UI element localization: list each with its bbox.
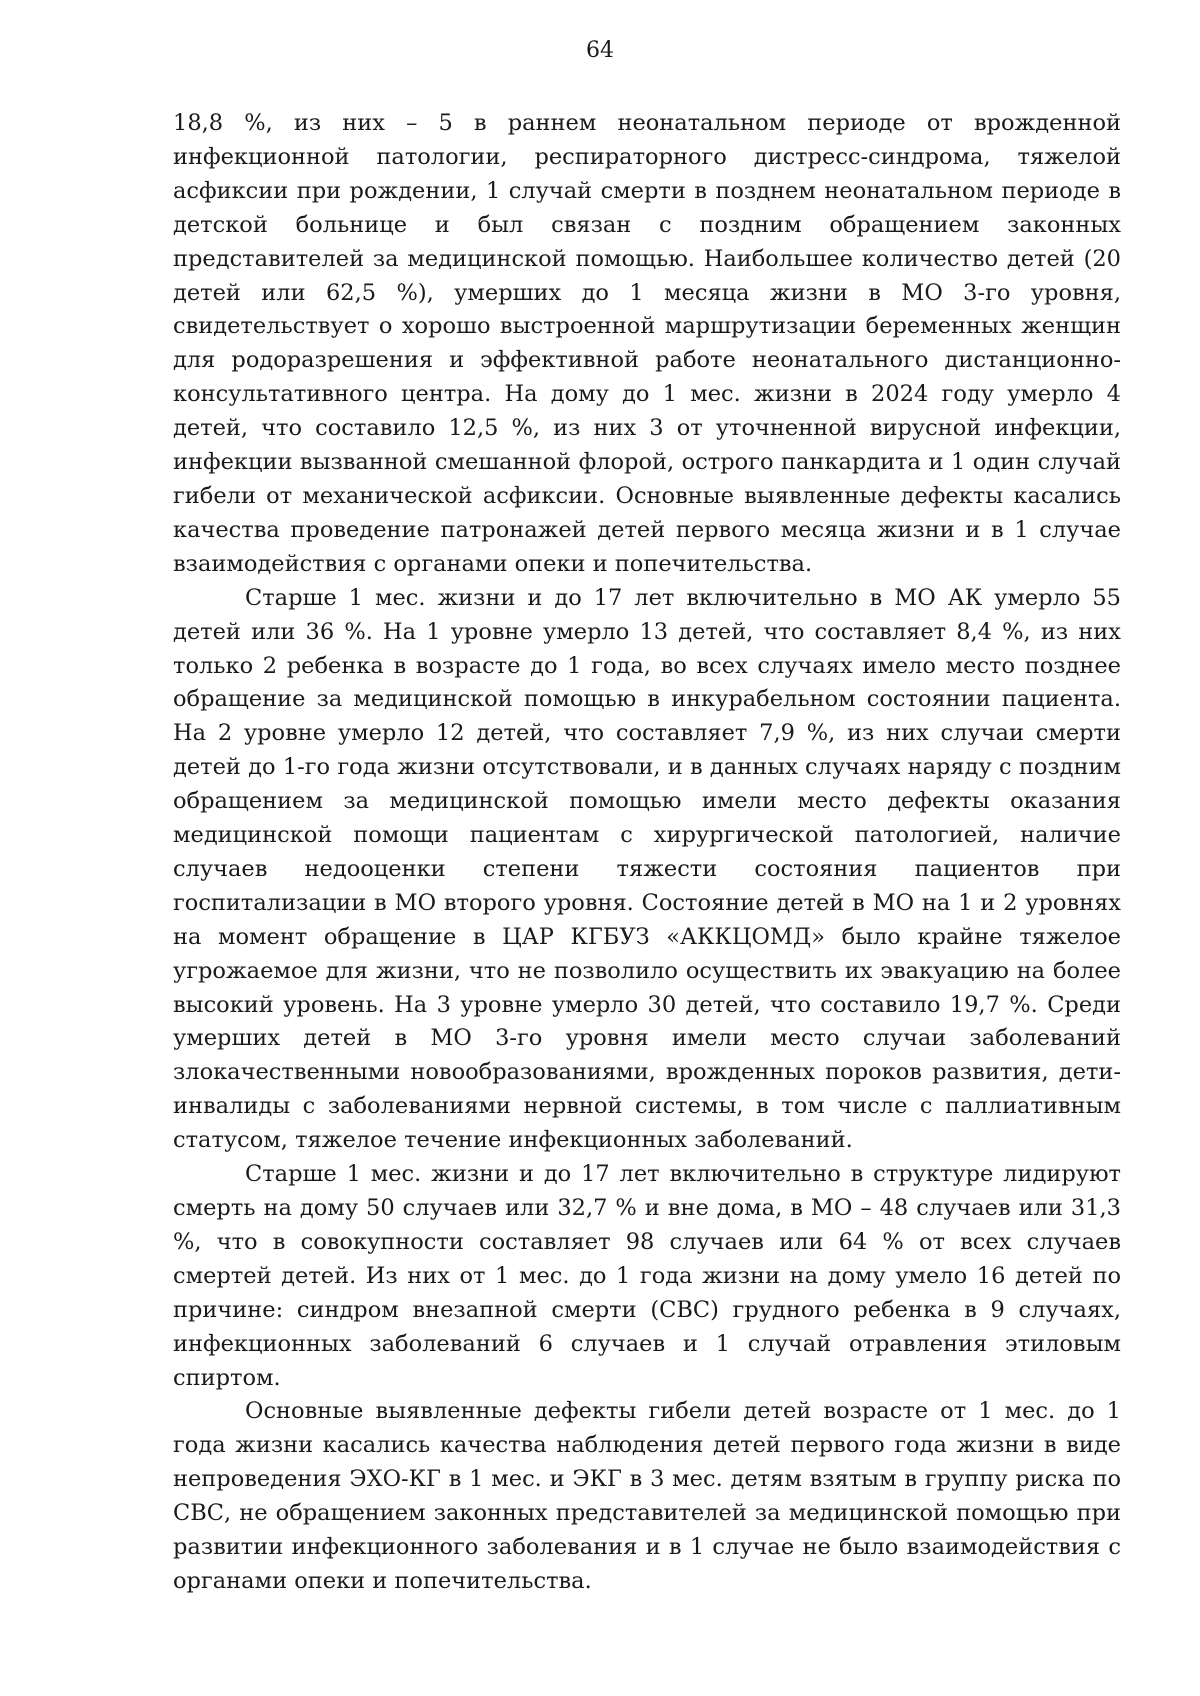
paragraph-main-defects: Основные выявленные дефекты гибели детей возрасте от 1 мес. до 1 года жизни касались качества наблюдения детей первого года жизни в виде непроведения ЭХО-КГ в 1 мес. и ЭКГ в 3 мес. детям взятым в группу риска по СВС, не обращением законных представителей за медицинской помощью при развитии инфекционного заболевания и в 1 случае не было взаимодействия с органами опеки и попечительства. — [173, 1398, 1121, 1594]
paragraph-death-at-home: Старше 1 мес. жизни и до 17 лет включительно в структуре лидируют смерть на дому 50 случаев или 32,7 % и вне дома, в МО – 48 случаев или 31,3 %, что в совокупности составляет 98 случаев или 64 % от всех случаев смертей детей. Из них от 1 мес. до 1 года жизни на дому умело 16 детей по причине: синдром внезапной смерти (СВС) грудного ребенка в 9 случаях, инфекционных заболеваний 6 случаев и 1 случай отравления этиловым спиртом. — [173, 1161, 1121, 1391]
document-body — [173, 107, 1121, 1599]
paragraph-continuation: 18,8 %, из них – 5 в раннем неонатальном периоде от врожденной инфекционной патологии, респираторного дистресс-синдрома, тяжелой асфиксии при рождении, 1 случай смерти в позднем неонатальном периоде в детской больнице и был связан с поздним обращением законных представителей за медицинской помощью. Наибольшее количество детей (20 детей или 62,5 %), умерших до 1 месяца жизни в МО 3-го уровня, свидетельствует о хорошо выстроенной маршрутизации беременных женщин для родоразрешения и эффективной работе неонатального дистанционно-консультативного центра. На дому до 1 мес. жизни в 2024 году умерло 4 детей, что составило 12,5 %, из них 3 от уточненной вирусной инфекции, инфекции вызванной смешанной флорой, острого панкардита и 1 один случай гибели от механической асфиксии. Основные выявленные дефекты касались качества проведение патронажей детей первого месяца жизни и в 1 случае взаимодействия с органами опеки и попечительства. — [173, 110, 1121, 577]
page-number: 64 — [586, 38, 614, 63]
paragraph-older-children-levels: Старше 1 мес. жизни и до 17 лет включительно в МО АК умерло 55 детей или 36 %. На 1 уровне умерло 13 детей, что составляет 8,4 %, из них только 2 ребенка в возрасте до 1 года, во всех случаях имело место позднее обращение за медицинской помощью в инкурабельном состоянии пациента. На 2 уровне умерло 12 детей, что составляет 7,9 %, из них случаи смерти детей до 1-го года жизни отсутствовали, и в данных случаях наряду с поздним обращением за медицинской помощью имели место дефекты оказания медицинской помощи пациентам с хирургической патологией, наличие случаев недооценки степени тяжести состояния пациентов при госпитализации в МО второго уровня. Состояние детей в МО на 1 и 2 уровнях на момент обращение в ЦАР КГБУЗ «АККЦОМД» было крайне тяжелое угрожаемое для жизни, что не позволило осуществить их эвакуацию на более высокий уровень. На 3 уровне умерло 30 детей, что составило 19,7 %. Среди умерших детей в МО 3-го уровня имели место случаи заболеваний злокачественными новообразованиями, врожденных пороков развития, дети-инвалиды с заболеваниями нервной системы, в том числе с паллиативным статусом, тяжелое течение инфекционных заболеваний. — [173, 584, 1121, 1154]
